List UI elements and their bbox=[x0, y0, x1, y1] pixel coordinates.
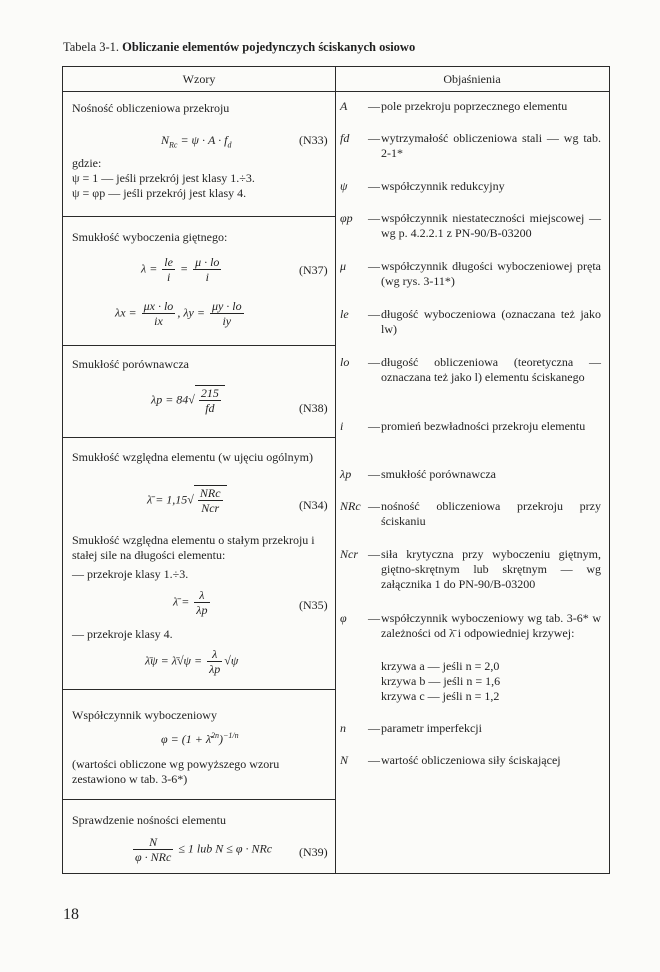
def-symbol: A bbox=[340, 99, 348, 113]
def-text: współczynnik niestateczności miejscowej — wg p. 4.2.2.1 z PN-90/B-03200 bbox=[381, 211, 601, 240]
def-dash: — bbox=[368, 499, 380, 513]
n35-title: Smukłość względna elementu o stałym przekroju i stałej sile na długości elementu: bbox=[72, 533, 315, 562]
def-dash: — bbox=[368, 611, 380, 625]
row-divider bbox=[63, 799, 335, 800]
def-dash: — bbox=[368, 419, 380, 433]
def-text: parametr imperfekcji bbox=[381, 721, 482, 735]
n38-formula: λp = 84√ $\frac{215}{fd}$ bbox=[151, 385, 225, 415]
def-dash: — bbox=[368, 259, 380, 273]
n37-tag: (N37) bbox=[299, 263, 328, 277]
n33-where: gdzie: bbox=[72, 156, 102, 170]
def-dash: — bbox=[368, 547, 380, 561]
def-text: siła krytyczna przy wyboczeniu giętnym, giętno-skrętnym lub skrętnym — wg załącznika 1 do PN-90/B-03200 bbox=[381, 547, 601, 591]
n35-case2: — przekroje klasy 4. bbox=[72, 627, 173, 641]
header-divider bbox=[63, 91, 609, 92]
def-dash: — bbox=[368, 753, 380, 767]
def-dash: — bbox=[368, 467, 380, 481]
caption-title: Obliczanie elementów pojedynczych ściskanych osiowo bbox=[122, 40, 416, 54]
page-number: 18 bbox=[63, 906, 79, 923]
header-formulas: Wzory bbox=[182, 72, 216, 86]
def-text: smukłość porównawcza bbox=[381, 467, 496, 481]
header-explanations: Objaśnienia bbox=[443, 72, 501, 86]
n39-formula: $\frac{N}{\text{φ · NRc}}$ ≤ 1 lub N ≤ φ · NRc bbox=[135, 835, 273, 864]
def-text: pole przekroju poprzecznego elementu bbox=[381, 99, 568, 113]
n37-formula: λ = $\frac{le}{i}$ = $\frac{\mu \cdot lo}{i}$ bbox=[141, 255, 220, 284]
column-divider bbox=[335, 67, 336, 873]
def-symbol: lo bbox=[340, 355, 350, 369]
def-symbol: Ncr bbox=[340, 547, 358, 561]
def-text: wytrzymałość obliczeniowa stali — wg tab. 2-1* bbox=[381, 131, 601, 160]
row-divider bbox=[63, 689, 335, 690]
curve-b: krzywa b — jeśli n = 1,6 bbox=[381, 674, 501, 688]
def-dash: — bbox=[368, 99, 380, 113]
phi-formula: φ = (1 + λ̄$^{2n}$)$^{-1/n}$ bbox=[161, 731, 239, 746]
def-text: długość obliczeniowa (teoretyczna — oznaczana też jako l) elementu ściskanego bbox=[381, 355, 601, 384]
def-symbol: NRc bbox=[340, 499, 361, 513]
n33-formula: $N_{Rc} = \psi \cdot A \cdot f_d$ bbox=[161, 133, 232, 150]
curve-c: krzywa c — jeśli n = 1,2 bbox=[381, 689, 500, 703]
n34-tag: (N34) bbox=[299, 498, 328, 512]
def-dash: — bbox=[368, 179, 380, 193]
n33-tag: (N33) bbox=[299, 133, 328, 147]
n37-title: Smukłość wyboczenia giętnego: bbox=[72, 230, 228, 244]
phi-title: Współczynnik wyboczeniowy bbox=[72, 708, 217, 722]
n35-formula-class4: λ̄ψ = λ̄√ψ = $\frac{\lambda}{\lambda p}$ √ψ bbox=[145, 647, 239, 676]
n39-tag: (N39) bbox=[299, 845, 328, 859]
def-symbol: ψ bbox=[340, 179, 348, 193]
def-text: nośność obliczeniowa przekroju przy ściskaniu bbox=[381, 499, 601, 528]
n38-title: Smukłość porównawcza bbox=[72, 357, 189, 371]
def-dash: — bbox=[368, 355, 380, 369]
def-text: współczynnik długości wyboczeniowej pręta (wg rys. 3-11*) bbox=[381, 259, 601, 288]
def-symbol: φ bbox=[340, 611, 347, 625]
n35-formula: λ̄ = $\frac{\lambda}{\lambda p}$ bbox=[173, 588, 208, 617]
n34-formula: λ̄ = 1,15√ $\frac{\text{NRc}}{\text{Ncr}}$ bbox=[147, 485, 227, 515]
row-divider bbox=[63, 437, 335, 438]
n39-title: Sprawdzenie nośności elementu bbox=[72, 813, 226, 827]
def-symbol: fd bbox=[340, 131, 350, 145]
n37-axes-formula: λx = $\frac{\mu x \cdot lo}{ix}$ , λy = $\frac{\mu y \cdot lo}{iy}$ bbox=[115, 299, 242, 328]
def-symbol: φp bbox=[340, 211, 353, 225]
def-text: współczynnik redukcyjny bbox=[381, 179, 505, 193]
row-divider bbox=[63, 345, 335, 346]
def-symbol: μ bbox=[340, 259, 347, 273]
n33-title: Nośność obliczeniowa przekroju bbox=[72, 101, 230, 115]
def-text: długość wyboczeniowa (oznaczana też jako lw) bbox=[381, 307, 601, 336]
def-symbol: le bbox=[340, 307, 349, 321]
n34-title: Smukłość względna elementu (w ujęciu ogólnym) bbox=[72, 450, 313, 464]
table-caption bbox=[63, 40, 415, 55]
n35-tag: (N35) bbox=[299, 598, 328, 612]
def-symbol: N bbox=[340, 753, 349, 767]
def-symbol: n bbox=[340, 721, 346, 735]
row-divider bbox=[63, 216, 335, 217]
n33-line2: ψ = φp — jeśli przekrój jest klasy 4. bbox=[72, 186, 247, 200]
curve-a: krzywa a — jeśli n = 2,0 bbox=[381, 659, 500, 673]
def-symbol: λp bbox=[340, 467, 352, 481]
def-text: promień bezwładności przekroju elementu bbox=[381, 419, 586, 433]
n35-case1: — przekroje klasy 1.÷3. bbox=[72, 567, 189, 581]
def-dash: — bbox=[368, 307, 380, 321]
phi-note: (wartości obliczone wg powyższego wzoru zestawiono w tab. 3-6*) bbox=[72, 757, 280, 786]
n38-tag: (N38) bbox=[299, 401, 328, 415]
def-text: wartość obliczeniowa siły ściskającej bbox=[381, 753, 561, 767]
def-dash: — bbox=[368, 721, 380, 735]
def-text: współczynnik wyboczeniowy wg tab. 3-6* w zależności od λ̄ i odpowiedniej krzywej: bbox=[381, 611, 601, 640]
def-dash: — bbox=[368, 131, 380, 145]
def-dash: — bbox=[368, 211, 380, 225]
caption-label: Tabela 3-1. bbox=[63, 40, 120, 54]
formula-table bbox=[62, 66, 610, 874]
n33-line1: ψ = 1 — jeśli przekrój jest klasy 1.÷3. bbox=[72, 171, 255, 185]
def-symbol: i bbox=[340, 419, 344, 433]
